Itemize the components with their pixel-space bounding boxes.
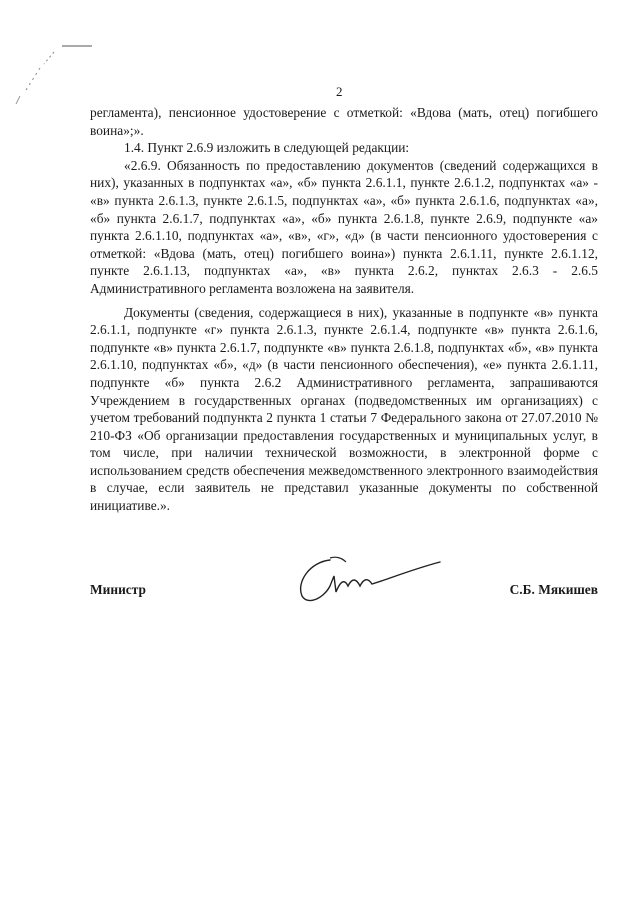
document-body bbox=[90, 104, 598, 515]
scan-margin-marks bbox=[14, 38, 94, 108]
handwritten-signature bbox=[290, 552, 450, 612]
paragraph-item-1-4: 1.4. Пункт 2.6.9 изложить в следующей редакции: bbox=[124, 140, 410, 156]
page-number: 2 bbox=[336, 84, 343, 99]
signature-block bbox=[90, 570, 598, 630]
paragraph-documents: Документы (сведения, содержащиеся в них), указанные в подпункте «в» пункта 2.6.1.1, подпункте «г» пункта 2.6.1.3, пункте 2.6.1.4, подпункте «в» пункта 2.6.1.6, подпункте «в» пункта 2.6.1.7, подпункте «в» пункта 2.6.1.8, подпунктах «б», «в» пункта 2.6.1.10, подпунктах «б», «д» (в части пенсионного обеспечения), «е» пункта 2.6.1.11, подпункте «б» пункта 2.6.2 Административного регламента, запрашиваются Учреждением в государственных органах (подведомственных им организациях) с учетом требований подпункта 2 пункта 1 статьи 7 Федерального закона от 27.07.2010 № 210-ФЗ «Об организации предоставления государственных и муниципальных услуг, в том числе, при наличии технической возможности, в электронной форме с использованием средств обеспечения межведомственного электронного взаимодействия в случае, если заявитель не представил указанные документы по собственной инициативе.». bbox=[90, 304, 598, 514]
signatory-name: С.Б. Мякишев bbox=[509, 582, 598, 597]
signatory-title: Министр bbox=[90, 582, 146, 597]
paragraph-continuation: регламента), пенсионное удостоверение с отметкой: «Вдова (мать, отец) погибшего воина»;». bbox=[90, 105, 598, 138]
paragraph-2-6-9: «2.6.9. Обязанность по предоставлению документов (сведений содержащихся в них), указанных в подпунктах «а», «б» пункта 2.6.1.1, пункте 2.6.1.2, подпунктах «а» - «в» пункта 2.6.1.3, пункте 2.6.1.5, подпунктах «а», «б» пункта 2.6.1.6, подпунктах «а», «б» пункта 2.6.1.7, подпунктах «а», «б» пункта 2.6.1.8, пункте 2.6.9, подпункте «а» пункта 2.6.1.10, подпунктах «а», «в», «г», «д» (в части пенсионного удостоверения с отметкой: «Вдова (мать, отец) погибшего воина») пункта 2.6.1.11, пункте 2.6.1.12, пункте 2.6.1.13, подпунктах «а», «в» пункта 2.6.2, пунктах 2.6.3 - 2.6.5 Административного регламента возложена на заявителя. bbox=[90, 157, 598, 296]
